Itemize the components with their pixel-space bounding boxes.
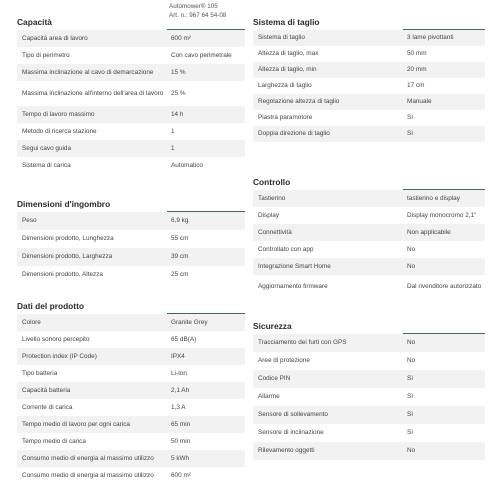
spec-label: Dimensioni prodotto, Larghezza <box>22 253 113 260</box>
spec-value: Automatico <box>171 162 203 169</box>
spec-label: Piastra paramotore <box>258 114 313 121</box>
table-row <box>17 212 245 230</box>
table-row <box>17 140 245 157</box>
spec-label: Consumo medio di energia al massimo utilizzo <box>22 471 154 479</box>
spec-label: Integrazione Smart Home <box>258 262 331 270</box>
spec-label: Sensore di inclinazione <box>258 429 324 436</box>
spec-label: Tipo batteria <box>22 369 58 377</box>
spec-label: Capacità batteria <box>22 386 71 394</box>
spec-value: Li-Ion <box>171 369 187 377</box>
spec-label: Tempo medio di lavoro per ogni carica <box>22 420 130 428</box>
table-row <box>253 258 485 275</box>
spec-value: 55 cm <box>171 235 189 242</box>
section-title: Dati del prodotto <box>17 301 84 311</box>
section-divider <box>167 211 245 212</box>
section-controllo <box>253 160 485 298</box>
spec-label: Regolazione altezza di taglio <box>258 98 340 105</box>
spec-value: 14 h <box>171 110 184 118</box>
spec-value: 1 <box>171 144 175 152</box>
spec-label: Livello sonoro percepito <box>22 335 90 343</box>
section-header <box>253 304 485 334</box>
spec-label: Altezza di taglio, min <box>258 66 317 73</box>
spec-label: Massima inclinazione al cavo di demarcazione <box>22 68 154 76</box>
spec-value: No <box>407 245 416 253</box>
spec-label: Aree di protezione <box>258 357 310 364</box>
spec-value: 2,1 Ah <box>171 386 190 394</box>
spec-label: Rilevamento oggetti <box>258 447 315 454</box>
table-row <box>17 331 245 348</box>
table-row <box>253 241 485 258</box>
section-header <box>17 182 245 212</box>
section-title: Dimensioni d'ingombro <box>17 199 111 209</box>
spec-label: Codice PIN <box>258 375 291 382</box>
spec-value: No <box>407 339 416 346</box>
spec-label: Dimensioni prodotto, Altezza <box>22 271 103 278</box>
section-divider <box>403 29 485 30</box>
section-title: Sicurezza <box>253 321 292 331</box>
spec-value: 1 <box>171 127 175 135</box>
spec-value: 17 cm <box>407 82 425 89</box>
article-number: Art. n.: 967 64 54-08 <box>169 12 227 19</box>
spec-value: Sì <box>407 114 414 121</box>
spec-table <box>253 190 485 298</box>
spec-value: Manuale <box>407 98 432 105</box>
spec-label: Colore <box>22 318 41 326</box>
section-dati-prodotto <box>17 284 245 484</box>
spec-value: Non applicabile <box>407 228 451 236</box>
table-row <box>17 348 245 365</box>
spec-label: Altezza di taglio, max <box>258 50 319 57</box>
table-row <box>253 388 485 406</box>
spec-value: Granite Grey <box>171 318 208 326</box>
spec-label: Corrente di carica <box>22 403 73 411</box>
section-title: Controllo <box>253 177 291 187</box>
spec-value: 50 mm <box>407 50 427 57</box>
spec-value: 600 m² <box>171 471 191 479</box>
section-header <box>17 284 245 314</box>
table-row <box>253 275 485 298</box>
table-row <box>17 399 245 416</box>
table-row <box>17 365 245 382</box>
model-info <box>169 2 226 20</box>
table-row <box>253 442 485 460</box>
spec-label: Tracciamento dei furti con GPS <box>258 339 347 346</box>
table-row <box>253 334 485 352</box>
table-row <box>17 314 245 331</box>
spec-label: Tempo medio di carica <box>22 437 86 445</box>
table-row <box>253 78 485 94</box>
spec-value: 65 dB(A) <box>171 335 197 343</box>
section-header <box>17 0 245 30</box>
spec-value: 6,9 kg <box>171 217 189 224</box>
section-capacita <box>17 0 245 175</box>
spec-label: Capacità area di lavoro <box>22 34 88 42</box>
section-divider <box>403 333 485 334</box>
table-row <box>253 406 485 424</box>
table-row <box>17 30 245 47</box>
spec-label: Connettività <box>258 228 292 236</box>
spec-label: Peso <box>22 217 37 224</box>
spec-value: 3 lame pivottanti <box>407 34 454 41</box>
spec-value: 50 min <box>171 437 191 445</box>
spec-table <box>17 30 245 175</box>
spec-label: Segui cavo guida <box>22 144 72 152</box>
spec-label: Larghezza di taglio <box>258 82 312 89</box>
section-sicurezza <box>253 304 485 460</box>
spec-label: Massima inclinazione all'interno dell'area di lavoro <box>22 89 164 97</box>
spec-value: Con cavo perimetrale <box>171 51 232 59</box>
table-row <box>17 450 245 467</box>
spec-table <box>253 30 485 142</box>
table-row <box>253 30 485 46</box>
spec-value: 39 cm <box>171 253 189 260</box>
spec-label: Tempo di lavoro massimo <box>22 110 95 118</box>
spec-label: Sistema di taglio <box>258 34 305 41</box>
spec-value: Sì <box>407 411 414 418</box>
section-dimensioni <box>17 182 245 284</box>
spec-value: Display monocromo 2,1" <box>407 211 477 219</box>
spec-value: No <box>407 357 416 364</box>
spec-value: Sì <box>407 393 414 400</box>
spec-label: Controllato con app <box>258 245 314 253</box>
spec-value: 15 % <box>171 68 186 76</box>
spec-label: Doppia direzione di taglio <box>258 130 330 137</box>
table-row <box>253 94 485 110</box>
section-title: Capacità <box>17 17 52 27</box>
spec-value: No <box>407 262 416 270</box>
spec-value: 65 min <box>171 420 191 428</box>
table-row <box>17 64 245 81</box>
spec-label: Sistema di carica <box>22 162 71 169</box>
table-row <box>17 467 245 484</box>
section-sistema-taglio <box>253 0 485 142</box>
spec-table <box>17 212 245 284</box>
table-row <box>253 424 485 442</box>
section-divider <box>167 313 245 314</box>
table-row <box>17 106 245 123</box>
spec-label: Protection index (IP Code) <box>22 352 97 360</box>
spec-value: IPX4 <box>171 352 185 360</box>
section-header <box>253 160 485 190</box>
spec-value: 5 kWh <box>171 454 190 462</box>
table-row <box>17 81 245 106</box>
table-row <box>17 382 245 399</box>
spec-value: Sì <box>407 375 414 382</box>
model-name: Automower® 105 <box>169 3 218 10</box>
spec-value: Sì <box>407 130 414 137</box>
spec-value: Sì <box>407 429 414 436</box>
spec-value: 1,3 A <box>171 403 186 411</box>
table-row <box>17 157 245 175</box>
spec-label: Display <box>258 211 279 219</box>
spec-value: 600 m² <box>171 34 191 42</box>
table-row <box>253 126 485 142</box>
table-row <box>253 46 485 62</box>
table-row <box>17 266 245 284</box>
spec-label: Tastierino <box>258 194 286 202</box>
spec-label: Allarme <box>258 393 280 400</box>
table-row <box>253 224 485 241</box>
table-row <box>253 352 485 370</box>
spec-table <box>253 334 485 460</box>
spec-label: Tipo di perimetro <box>22 51 70 59</box>
table-row <box>17 230 245 248</box>
table-row <box>17 47 245 64</box>
spec-value: 25 cm <box>171 271 189 278</box>
table-row <box>17 433 245 450</box>
spec-value: tastierino e display <box>407 194 460 202</box>
spec-value: 20 mm <box>407 66 427 73</box>
table-row <box>253 190 485 207</box>
spec-value: 25 % <box>171 89 186 97</box>
table-row <box>17 123 245 140</box>
table-row <box>253 110 485 126</box>
section-divider <box>167 29 245 30</box>
table-row <box>253 62 485 78</box>
spec-label: Metodo di ricerca stazione <box>22 127 97 135</box>
table-row <box>17 248 245 266</box>
table-row <box>253 370 485 388</box>
spec-label: Aggiornamento firmware <box>258 282 328 290</box>
table-row <box>17 416 245 433</box>
spec-label: Dimensioni prodotto, Lunghezza <box>22 235 114 242</box>
section-title: Sistema di taglio <box>253 17 320 27</box>
spec-label: Consumo medio di energia al massimo utilizzo <box>22 454 154 462</box>
spec-table <box>17 314 245 484</box>
table-row <box>253 207 485 224</box>
spec-label: Sensore di sollevamento <box>258 411 328 418</box>
section-header <box>253 0 485 30</box>
spec-value: Dal rivenditore autorizzato <box>407 282 482 290</box>
spec-value: No <box>407 447 416 454</box>
section-divider <box>403 189 485 190</box>
